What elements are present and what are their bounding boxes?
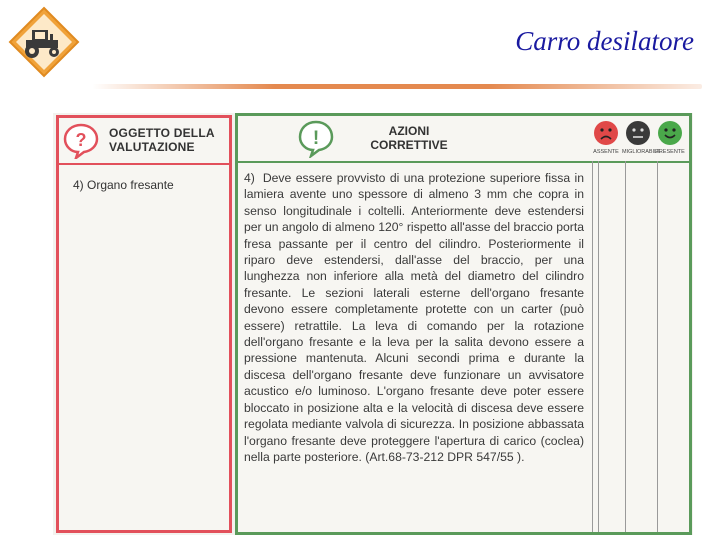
rating-column-divider — [657, 161, 658, 532]
svg-text:?: ? — [75, 130, 87, 150]
rating-legend — [593, 120, 685, 160]
exclamation-bubble-icon — [298, 120, 334, 158]
tractor-icon — [8, 6, 80, 78]
action-number: 4) — [244, 171, 255, 185]
svg-text:!: ! — [312, 128, 320, 149]
corrective-actions-header — [238, 116, 689, 163]
action-description: Deve essere provvisto di una protezione superiore fissa in lamiera avente uno spessore di almeno 3 mm che copra in senso longitudinale i coltelli. Anteriormente deve estendersi per un angolo di almeno 120° rispetto all'asse del braccio porta fresa passante per il centro del cilindro. Posteriormente il riparo deve estendersi, dall'asse del braccio, per una lunghezza non inferiore alla metà del diametro del cilindro fresante. Le sezioni laterali esterne dell'organo fresante devono essere completamente protette con un carter (può essere) retrattile. La leva di comando per la rotazione dell'organo fresante e la leva per la salita devono essere a pressione mantenuta. Alcuni secondi prima e durante la discesa dell'organo fresante deve funzionare un avvisatore acustico e/o luminoso. L'organo fresante deve poter essere bloccato in posizione alta e la velocità di discesa deve essere regolata mediante valvola di sicurezza. In posizione abbassata l'organo fresante deve proteggere l'apertura di carico (coclea) nella parte posteriore. (Art.68-73-212 DPR 547/55 ). — [244, 171, 584, 464]
rating-column-divider — [592, 161, 593, 532]
assessment-object-header — [59, 118, 229, 165]
rating-label-absent: ASSENTE — [593, 149, 619, 155]
happy-face-icon — [657, 120, 683, 146]
rating-label-present: PRESENTE — [655, 149, 685, 155]
neutral-face-icon — [625, 120, 651, 146]
assessment-object-title: OGGETTO DELLA VALUTAZIONE — [109, 126, 215, 154]
rating-column-divider — [625, 161, 626, 532]
title-divider — [92, 84, 702, 89]
corrective-action-text — [244, 170, 584, 465]
slide-title: Carro desilatore — [515, 26, 694, 56]
tractor-logo — [8, 6, 80, 78]
question-bubble-icon — [63, 123, 99, 159]
assessment-item: 4) Organo fresante — [73, 178, 174, 192]
sad-face-icon — [593, 120, 619, 146]
rating-column-divider — [598, 161, 599, 532]
assessment-object-panel — [56, 115, 232, 533]
corrective-actions-panel — [235, 113, 692, 535]
corrective-actions-title: AZIONI CORRETTIVE — [370, 124, 448, 152]
rating-label-improvable: MIGLIORABILE — [622, 149, 661, 155]
